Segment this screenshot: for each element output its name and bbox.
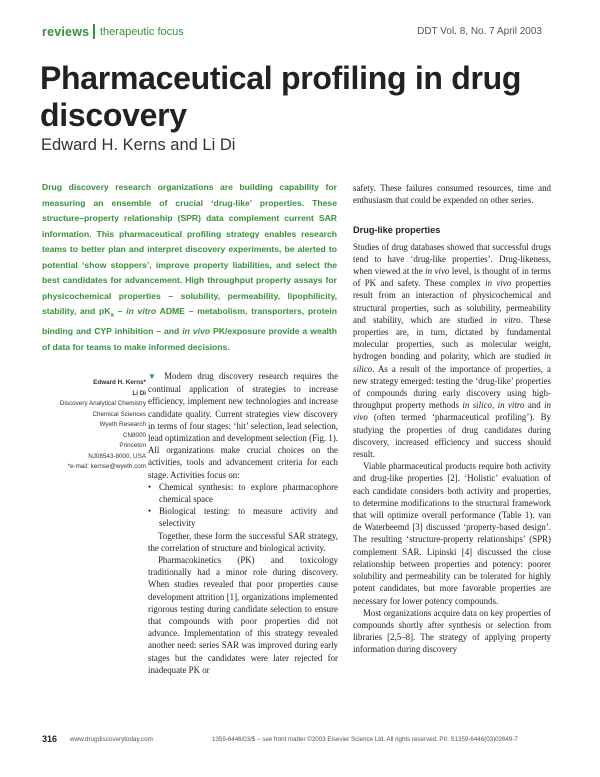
text: Studies of drug databases showed that successful drugs tend to have ‘drug-like properties’. Drug-likeness, when viewed at the: [353, 241, 551, 277]
text: . As a result of the importance of properties, a new strategy emerged: testing the ‘drug-like’ properties of compounds during early discovery using high-throughput property methods: [353, 363, 551, 411]
affiliation-line: Princeton: [119, 442, 146, 449]
italic-text: in vitro: [490, 314, 521, 325]
italic-text: in silico: [462, 400, 492, 411]
topic-label: therapeutic focus: [100, 26, 184, 38]
text: (often termed ‘pharmaceutical profiling’). By studying the properties of drug candidates during discovery, increased efficiency and success should result.: [353, 412, 551, 460]
article-authors: Edward H. Kerns and Li Di: [41, 136, 236, 154]
body-column-right: [353, 182, 551, 656]
page-number: 316: [42, 734, 58, 744]
body-paragraph: Together, these form the successful SAR strategy, the correlation of structure and biological activity.: [148, 530, 338, 553]
text: and: [524, 400, 545, 411]
body-paragraph: Viable pharmaceutical products require both activity and drug-like properties [2]. ‘Holistic’ evaluation of each candidate considers both activity and properties, to determine modifications to the structural framework that will optimize overall performance (Table 1). van de Waterbeemd [3] discussed ‘property-based design’. The resulting ‘structure-property relationships’ (SPR) complement SAR. Lipinski [4] discussed the close relationship between properties and potency: poorer solubility and permeability can be tolerated for highly potent candidates, but more favorable properties are necessary for lower potency compounds.: [353, 461, 551, 606]
section-divider: [93, 24, 95, 39]
body-paragraph: [353, 241, 551, 461]
abstract: [42, 180, 337, 355]
affiliation-name: Li Di: [132, 389, 146, 397]
copyright-notice: 1359-6446/03/$ – see front matter ©2003 Elsevier Science Ltd. All rights reserved. PII: S1359-6446(03)02649-7: [212, 736, 518, 743]
affiliation-name: Edward H. Kerns*: [93, 379, 146, 386]
abstract-subscript: a: [110, 312, 114, 319]
body-paragraph: Pharmacokinetics (PK) and toxicology traditionally had a minor role during discovery. When studies revealed that poor properties cause development attrition [1], organizations implemented rigorous testing during candidate selection to ensure that compounds with poor properties did not advance. Implementation of this strategy revealed another need: series SAR was improved during early stages but the candidates were later rejected for inadequate PK or: [148, 555, 338, 675]
paragraph-text: Modern drug discovery research requires the continual application of strategies to increase efficiency, implement new technologies and increase candidate quality. Current strategies view discovery in terms of four stages: ‘hit’ selection, lead selection, lead optimization and development selection (Fig. 1). All organizations make crucial choices on the activities, tools and advancement criteria for each stage. Activities focus on:: [148, 371, 339, 480]
abstract-text: –: [113, 306, 127, 316]
section-heading: Drug-like properties: [353, 225, 441, 236]
section-start-triangle-icon: ▼: [148, 372, 159, 381]
bullet-text: Biological testing: to measure activity and selectivity: [159, 506, 338, 529]
text: properties result from an interaction of physicochemical and structural properties, such as solubility, permeability and stability, which are studied: [353, 278, 551, 325]
abstract-italic: in vivo: [182, 326, 211, 337]
affiliation-line: *e-mail: kernse@wyeth.com: [67, 463, 146, 470]
italic-text: in vivo: [353, 400, 551, 423]
italic-text: in vitro: [497, 400, 525, 411]
body-column-middle: [148, 370, 338, 676]
abstract-text: PK/exposure provide a wealth of data for teams to make informed decisions.: [42, 326, 337, 352]
text: . These properties are, in turn, dictated by fundamental molecular properties, such as molecular weight, hydrogen bonding and polarity, which are studied: [353, 314, 551, 362]
bullet-item: [148, 481, 338, 505]
affiliation-line: Discovery Analytical Chemistry: [59, 400, 146, 407]
text: level, is thought of in terms of PK and safety. These complex: [353, 266, 551, 289]
body-paragraph: [148, 370, 338, 481]
affiliation-line: Wyeth Research: [99, 421, 146, 428]
abstract-italic: in vitro: [126, 306, 157, 316]
bullet-icon: •: [148, 506, 152, 517]
body-paragraph: Most organizations acquire data on key properties of compounds shortly after synthesis or selection from libraries [2,5–8]. The strategy of applying property information during discovery: [353, 607, 551, 655]
affiliation-line: NJ08543-8000, USA: [88, 452, 146, 460]
article-title: Pharmaceutical profiling in drug discovery: [40, 60, 522, 133]
affiliation-line: CN8000: [122, 431, 146, 439]
bullet-item: [148, 505, 338, 529]
italic-text: in vivo: [425, 266, 450, 277]
abstract-text: ADME – metabolism, transporters, protein binding and CYP inhibition – and: [42, 306, 338, 337]
journal-citation: DDT Vol. 8, No. 7 April 2003: [417, 26, 542, 37]
author-affiliation: [20, 378, 146, 473]
section-label: reviews: [42, 25, 90, 39]
italic-text: in vivo: [485, 278, 512, 289]
bullet-text: Chemical synthesis: to explore pharmacophore chemical space: [159, 481, 338, 505]
text: ,: [491, 400, 498, 411]
body-paragraph: safety. These failures consumed resources, time and enthusiasm that could be expended on other series.: [353, 183, 551, 206]
abstract-text: Drug discovery research organizations are building capability for measuring an ensemble of crucial ‘drug-like’ properties. These structure–property relationship (SPR) data complement current SAR information. This pharmaceutical profiling strategy enables research teams to better plan and interpret discovery experiments, be alerted to potential ‘show stoppers’, improve property liabilities, and select the best candidates for advancement. High throughput property assays for physicochemical properties – solubility, permeability, lipophilicity, stability, and pK: [42, 182, 337, 316]
bullet-icon: •: [148, 481, 152, 492]
affiliation-line: Chemical Sciences: [92, 410, 146, 418]
italic-text: in silico: [353, 351, 551, 374]
journal-url: www.drugdiscoverytoday.com: [70, 736, 153, 743]
